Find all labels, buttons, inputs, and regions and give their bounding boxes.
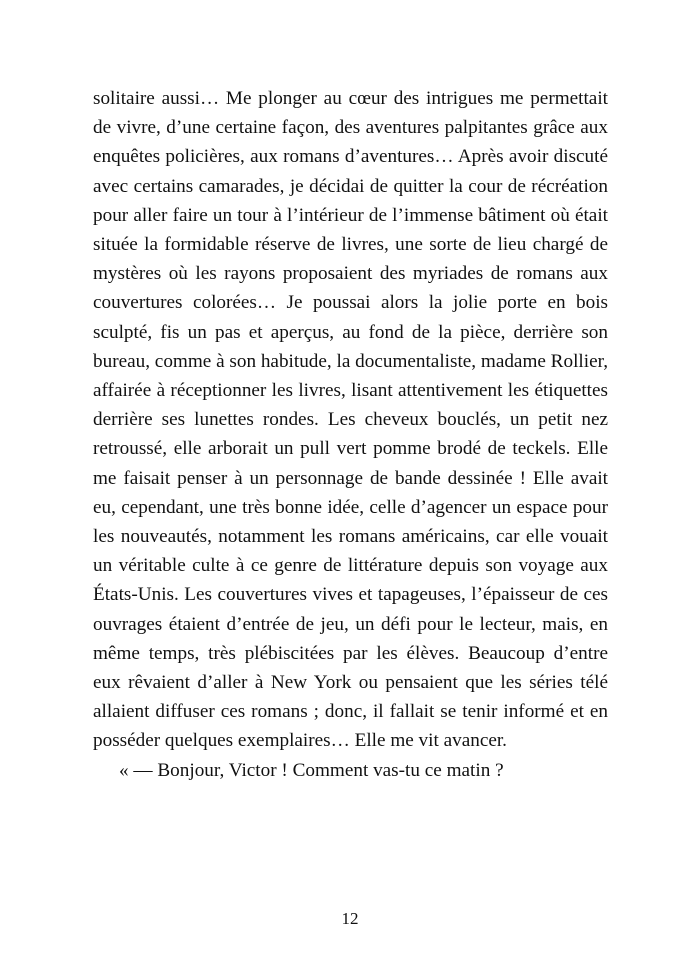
page-number: 12	[341, 909, 359, 928]
page-text-block	[93, 84, 608, 785]
body-paragraph: solitaire aussi… Me plonger au cœur des intrigues me permettait de vivre, d’une certaine façon, des aventures palpitantes grâce aux enquêtes policières, aux romans d’aventures… Après avoir discuté avec certains camarades, je décidai de quitter la cour de récréation pour aller faire un tour à l’intérieur de l’immense bâtiment où était située la formidable réserve de livres, une sorte de lieu chargé de mystères où les rayons proposaient des myriades de romans aux couvertures colorées… Je poussai alors la jolie porte en bois sculpté, fis un pas et aperçus, au fond de la pièce, derrière son bureau, comme à son habitude, la documentaliste, madame Rollier, affairée à réceptionner les livres, lisant attentivement les étiquettes derrière ses lunettes rondes. Les cheveux bouclés, un petit nez retroussé, elle arborait un pull vert pomme brodé de teckels. Elle me faisait penser à un personnage de bande dessinée ! Elle avait eu, cependant, une très bonne idée, celle d’agencer un espace pour les nouveautés, notamment les romans américains, car elle vouait un véritable culte à ce genre de littérature depuis son voyage aux États-Unis. Les couvertures vives et tapageuses, l’épaisseur de ces ouvrages étaient d’entrée de jeu, un défi pour le lecteur, mais, en même temps, très plébiscitées par les élèves. Beaucoup d’entre eux rêvaient d’aller à New York ou pensaient que les séries télé allaient diffuser ces romans ; donc, il fallait se tenir informé et en posséder quelques exemplaires… Elle me vit avancer.	[93, 88, 608, 752]
dialogue-paragraph: « — Bonjour, Victor ! Comment vas-tu ce matin ?	[119, 759, 504, 781]
